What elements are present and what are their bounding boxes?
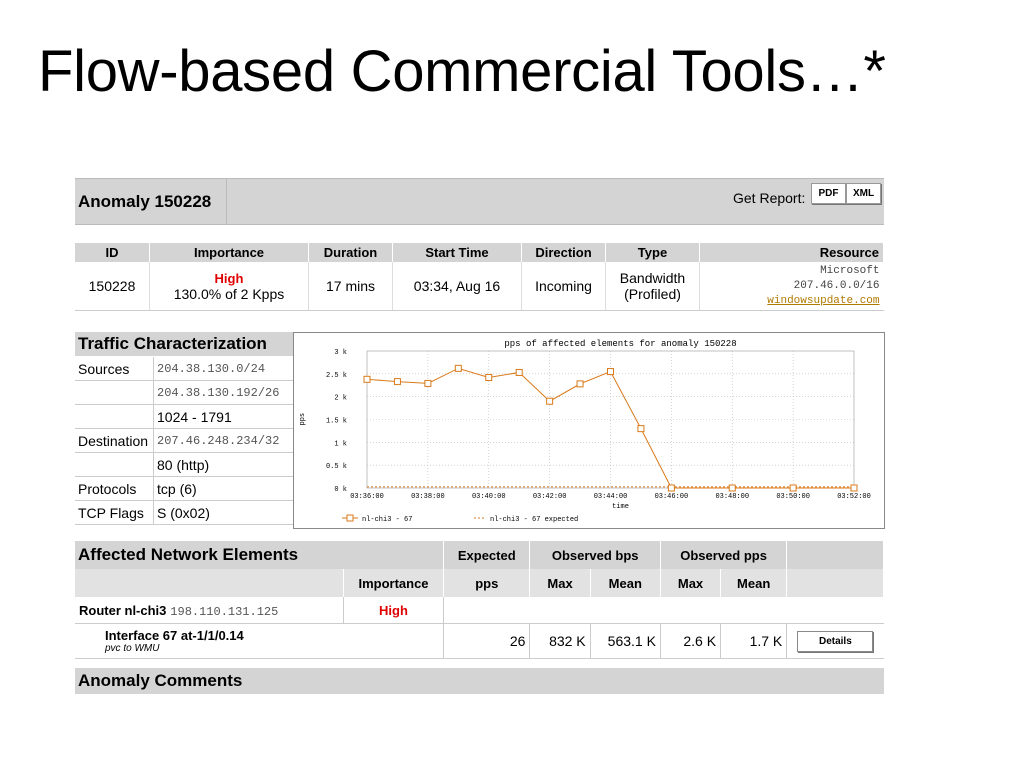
col-header-resource: Resource: [700, 243, 884, 262]
x-tick-label: 03:48:00: [715, 493, 750, 501]
traffic-key: [75, 405, 154, 429]
col-header-id: ID: [75, 243, 150, 262]
col-header-expected: Expected: [444, 541, 530, 569]
resource-name: Microsoft: [820, 264, 880, 277]
traffic-key: [75, 381, 154, 405]
col-header-direction: Direction: [522, 243, 606, 262]
data-point-marker: [486, 374, 492, 380]
type-line-2: (Profiled): [624, 286, 681, 302]
xml-report-button[interactable]: XML: [846, 183, 881, 204]
importance-detail: 130.0% of 2 Kpps: [173, 285, 285, 302]
legend-observed-marker: [347, 515, 353, 521]
interface-cell: [75, 624, 444, 659]
pdf-report-button[interactable]: PDF: [811, 183, 846, 204]
details-cell: [787, 624, 884, 659]
data-point-marker: [425, 380, 431, 386]
traffic-value: 204.38.130.0/24: [154, 357, 296, 381]
col-header-bps-max: Max: [530, 569, 590, 597]
data-point-marker: [608, 369, 614, 375]
resource-cell: [700, 262, 884, 311]
x-axis-label: time: [612, 503, 629, 511]
interface-desc: pvc to WMU: [105, 643, 160, 654]
y-tick-label: 0.5 k: [325, 463, 347, 472]
traffic-key: Destination: [75, 429, 154, 453]
traffic-row: [75, 405, 295, 429]
col-header-observed-bps: Observed bps: [530, 541, 661, 569]
anomaly-id: 150228: [75, 262, 150, 311]
data-point-marker: [577, 381, 583, 387]
traffic-key: Sources: [75, 357, 154, 381]
data-point-marker: [394, 379, 400, 385]
data-point-marker: [729, 485, 735, 491]
data-point-marker: [455, 365, 461, 371]
traffic-key: Protocols: [75, 477, 154, 501]
observed-series-line: [367, 368, 854, 488]
col-header-bps-mean: Mean: [590, 569, 660, 597]
x-tick-label: 03:50:00: [776, 493, 810, 501]
router-importance: High: [343, 597, 443, 624]
col-header-importance: Importance: [150, 243, 309, 262]
anomaly-comments-title: Anomaly Comments: [75, 668, 884, 694]
x-tick-label: 03:44:00: [593, 493, 628, 501]
traffic-characterization-title: Traffic Characterization: [75, 332, 295, 356]
anomaly-title: Anomaly 150228: [75, 179, 227, 224]
duration: 17 mins: [309, 262, 393, 311]
y-tick-label: 3 k: [334, 349, 347, 357]
details-button[interactable]: Details: [797, 631, 873, 652]
get-report-label: Get Report:: [733, 190, 806, 206]
anomaly-summary-table: [75, 243, 884, 311]
data-point-marker: [547, 398, 553, 404]
interface-row: [75, 624, 884, 659]
y-tick-label: 1.5 k: [325, 417, 347, 426]
summary-data-row: [75, 262, 884, 311]
col-header-observed-pps: Observed pps: [660, 541, 786, 569]
traffic-value: 204.38.130.192/26: [154, 381, 296, 405]
direction: Incoming: [522, 262, 606, 311]
traffic-row: [75, 501, 295, 525]
traffic-row: [75, 477, 295, 501]
traffic-key: [75, 453, 154, 477]
pps-chart: [293, 332, 885, 529]
traffic-row: [75, 357, 295, 381]
affected-title: Affected Network Elements: [75, 541, 444, 569]
y-tick-label: 0 k: [334, 486, 347, 494]
y-tick-label: 2 k: [334, 394, 347, 403]
y-axis-label: pps: [299, 412, 307, 426]
x-tick-label: 03:38:00: [411, 493, 445, 501]
pps-chart-svg: [294, 333, 884, 528]
router-row: [75, 597, 884, 624]
data-point-marker: [638, 426, 644, 432]
y-tick-label: 1 k: [334, 440, 347, 449]
importance-level: High: [214, 270, 244, 286]
data-point-marker: [851, 485, 857, 491]
router-row-empty: [444, 597, 884, 624]
pps-mean: 1.7 K: [721, 624, 787, 659]
type-cell: [606, 262, 700, 311]
importance-cell: [150, 262, 309, 311]
col-header-start-time: Start Time: [393, 243, 522, 262]
interface-name: Interface 67 at-1/1/0.14: [105, 628, 244, 643]
col-header-duration: Duration: [309, 243, 393, 262]
data-point-marker: [516, 369, 522, 375]
traffic-value: 207.46.248.234/32: [154, 429, 296, 453]
traffic-value: 80 (http): [154, 453, 296, 477]
router-name: Router nl-chi3: [79, 602, 167, 618]
col-header-importance-2: Importance: [343, 569, 443, 597]
col-header-element: [75, 569, 343, 597]
col-header-pps-max: Max: [660, 569, 720, 597]
slide-title: Flow-based Commercial Tools…*: [38, 39, 886, 104]
pps-max: 2.6 K: [660, 624, 720, 659]
traffic-value: tcp (6): [154, 477, 296, 501]
traffic-key: TCP Flags: [75, 501, 154, 525]
anomaly-header-bar: [75, 178, 884, 225]
type-line-1: Bandwidth: [619, 270, 686, 286]
col-header-pps-mean: Mean: [721, 569, 787, 597]
traffic-value: S (0x02): [154, 501, 296, 525]
x-tick-label: 03:46:00: [654, 493, 689, 501]
expected-pps: 26: [444, 624, 530, 659]
x-tick-label: 03:36:00: [350, 493, 384, 501]
bps-max: 832 K: [530, 624, 590, 659]
start-time: 03:34, Aug 16: [393, 262, 522, 311]
affected-header-row-1: [75, 541, 884, 569]
legend-observed-label: nl-chi3 - 67: [362, 516, 413, 524]
x-tick-label: 03:40:00: [471, 493, 506, 501]
bps-mean: 563.1 K: [590, 624, 660, 659]
affected-header-row-2: [75, 569, 884, 597]
summary-header-row: [75, 243, 884, 262]
x-tick-label: 03:52:00: [837, 493, 871, 501]
legend-expected-label: nl-chi3 - 67 expected: [490, 516, 579, 524]
resource-net: 207.46.0.0/16: [793, 279, 880, 292]
affected-network-elements-table: [75, 541, 884, 659]
router-ip: 198.110.131.125: [170, 604, 279, 619]
traffic-row: [75, 453, 295, 477]
col-header-type: Type: [606, 243, 700, 262]
traffic-row: [75, 381, 295, 405]
chart-title: pps of affected elements for anomaly 150228: [504, 339, 737, 349]
col-header-blank: [787, 541, 884, 569]
traffic-row: [75, 429, 295, 453]
data-point-marker: [790, 485, 796, 491]
y-tick-label: 2.5 k: [325, 371, 347, 380]
col-header-pps: pps: [444, 569, 530, 597]
traffic-value: 1024 - 1791: [154, 405, 296, 429]
router-cell: [75, 597, 343, 624]
resource-link[interactable]: windowsupdate.com: [767, 294, 880, 307]
x-tick-label: 03:42:00: [532, 493, 567, 501]
col-header-blank-2: [787, 569, 884, 597]
data-point-marker: [364, 376, 370, 382]
data-point-marker: [668, 485, 674, 491]
traffic-characterization-table: [75, 357, 295, 525]
